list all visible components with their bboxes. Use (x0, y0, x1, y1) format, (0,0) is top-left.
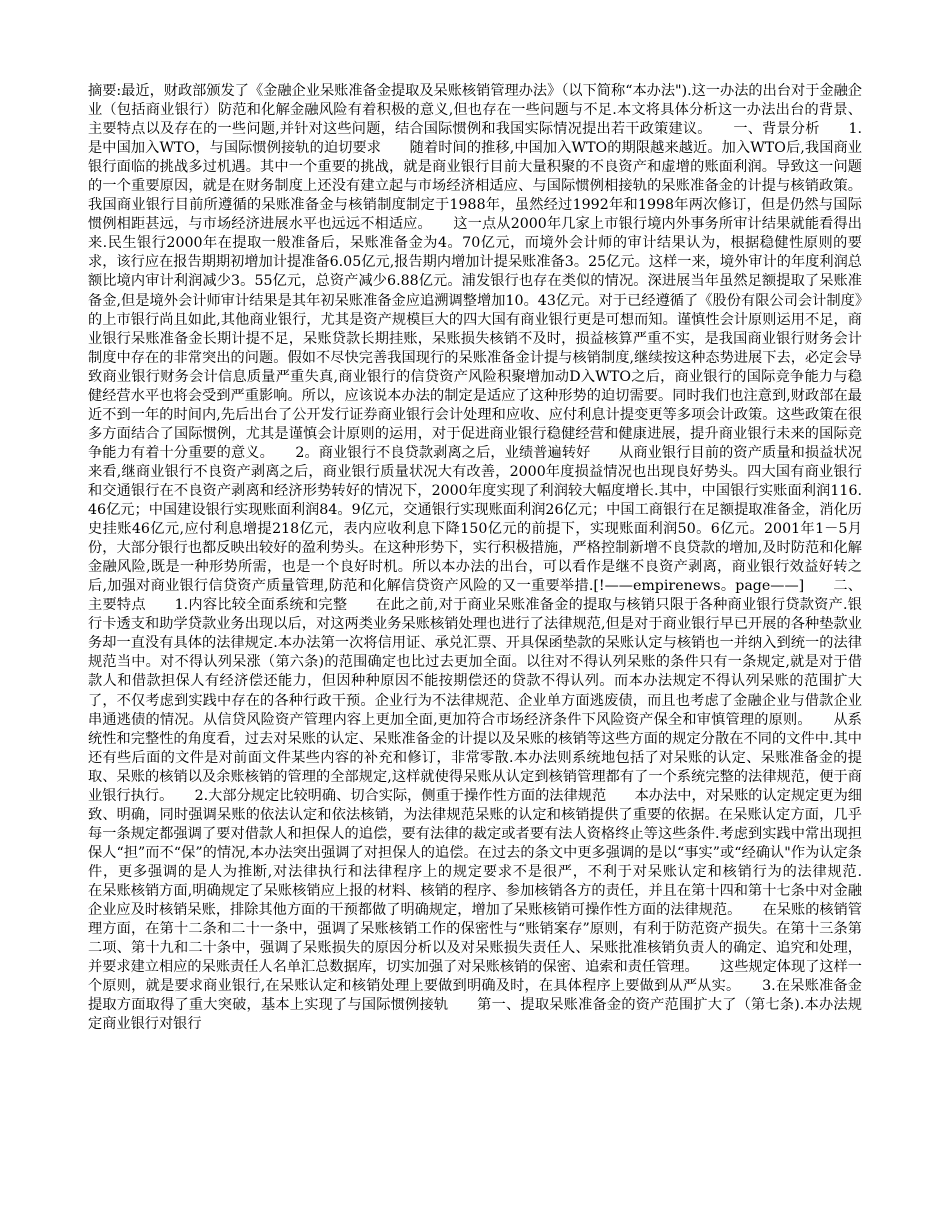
document-body-text: 摘要:最近，财政部颁发了《金融企业呆账准备金提取及呆账核销管理办法》（以下简称“本办法").这一办法的出台对于金融企业（包括商业银行）防范和化解金融风险有着积极的意义,但也存在一些问题与不足.本文将具体分析这一办法出台的背景、主要特点以及存在的一些问题,并针对这些问题，结合国际惯例和我国实际情况提出若干政策建议。 一、背景分析 1.是中国加入WTO，与国际惯例接轨的迫切要求 随着时间的推移,中国加入WTO的期限越来越近。加入WTO后,我国商业银行面临的挑战多过机遇。其中一个重要的挑战，就是商业银行目前大量积聚的不良资产和虚增的账面利润。导致这一问题的一个重要原因，就是在财务制度上还没有建立起与市场经济相适应、与国际惯例相接轨的呆账准备金的计提与核销政策。我国商业银行目前所遵循的呆账准备金与核销制度制定于1988年，虽然经过1992年和1998年两次修订，但是仍然与国际惯例相距甚远，与市场经济进展水平也远远不相适应。 这一点从2000年几家上市银行境内外事务所审计结果就能看得出来.民生银行2000年在提取一般准备后，呆账准备金为4。70亿元，而境外会计师的审计结果认为，根据稳健性原则的要求，该行应在报告期期初增加计提准备6.05亿元,报告期内增加计提呆账准备3。25亿元。这样一来，境外审计的年度利润总额比境内审计利润减少3。55亿元，总资产减少6.88亿元。浦发银行也存在类似的情况。深进展当年虽然足额提取了呆账准备金,但是境外会计师审计结果是其年初呆账准备金应追溯调整增加10。43亿元。对于已经遵循了《股份有限公司会计制度》的上市银行尚且如此,其他商业银行，尤其是资产规模巨大的四大国有商业银行更是可想而知。谨慎性会计原则运用不足，商业银行呆账准备金长期计提不足，呆账贷款长期挂账，呆账损失核销不及时，损益核算严重不实，是我国商业银行财务会计制度中存在的非常突出的问题。假如不尽快完善我国现行的呆账准备金计提与核销制度,继续按这种态势进展下去，必定会导致商业银行财务会计信息质量严重失真,商业银行的信贷资产风险积聚增加动D入WTO之后，商业银行的国际竞争能力与稳健经营水平也将会受到严重影响。所以，应该说本办法的制定是适应了这种形势的迫切需要。同时我们也注意到,财政部在最近不到一年的时间内,先后出台了公开发行证券商业银行会计处理和应收、应付利息计提变更等多项会计政策。这些政策在很多方面结合了国际惯例，尤其是谨慎会计原则的运用，对于促进商业银行稳健经营和健康进展，提升商业银行未来的国际竞争能力有着十分重要的意义。 2。商业银行不良贷款剥离之后，业绩普遍转好 从商业银行目前的资产质量和损益状况来看,继商业银行不良资产剥离之后，商业银行质量状况大有改善，2000年度损益情况也出现良好势头。四大国有商业银行和交通银行在不良资产剥离和经济形势转好的情况下，2000年度实现了利润较大幅度增长.其中，中国银行实账面利润116.46亿元；中国建设银行实现账面利润84。9亿元，交通银行实现账面利润26亿元；中国工商银行在足额提取准备金，消化历史挂账46亿元,应付利息增提218亿元，表内应收利息下降150亿元的前提下，实现账面利润50。6亿元。2001年1－5月份，大部分银行也都反映出较好的盈利势头。在这种形势下，实行积极措施，严格控制新增不良贷款的增加,及时防范和化解金融风险,既是一种形势所需，也是一个良好时机。所以本办法的出台，可以看作是继不良资产剥离，商业银行效益好转之后,加强对商业银行信贷资产质量管理,防范和化解信贷资产风险的又一重要举措.[!——empirenews。page——] 二、主要特点 1.内容比较全面系统和完整 在此之前,对于商业呆账准备金的提取与核销只限于各种商业银行贷款资产.银行卡透支和助学贷款业务出现以后，对这两类业务呆账核销处理也进行了法律规范,但是对于商业银行早已开展的各种垫款业务却一直没有具体的法律规定.本办法第一次将信用证、承兑汇票、开具保函垫款的呆账认定与核销也一并纳入到统一的法律规范当中。对不得认列呆涨（第六条)的范围确定也比过去更加全面。以往对不得认列呆账的条件只有一条规定,就是对于借款人和借款担保人有经济偿还能力，但因种种原因不能按期偿还的贷款不得认列。而本办法规定不得认列呆账的范围扩大了，不仅考虑到实践中存在的各种行政干预。企业行为不法律规范、企业单方面逃废债，而且也考虑了金融企业与借款企业串通逃债的情况。从信贷风险资产管理内容上更加全面,更加符合市场经济条件下风险资产保全和审慎管理的原则。 从系统性和完整性的角度看，过去对呆账的认定、呆账准备金的计提以及呆账的核销等这些方面的规定分散在不同的文件中.其中还有些后面的文件是对前面文件某些内容的补充和修订，非常零散.本办法则系统地包括了对呆账的认定、呆账准备金的提取、呆账的核销以及余账核销的管理的全部规定,这样就使得呆账从认定到核销管理都有了一个系统完整的法律规范，便于商业银行执行。 2.大部分规定比较明确、切合实际，侧重于操作性方面的法律规范 本办法中，对呆账的认定规定更为细致、明确，同时强调呆账的依法认定和依法核销，为法律规范呆账的认定和核销提供了重要的依据。在呆账认定方面，几乎每一条规定都强调了要对借款人和担保人的追偿，要有法律的裁定或者要有法人资格终止等这些条件.考虑到实践中常出现担保人“担”而不“保”的情况,本办法突出强调了对担保人的追偿。在过去的条文中更多强调的是以“事实”或“经确认"作为认定条件，更多强调的是人为推断,对法律执行和法律程序上的规定要求不是很严，不利于对呆账认定和核销行为的法律规范. 在呆账核销方面,明确规定了呆账核销应上报的材料、核销的程序、参加核销各方的责任，并且在第十四和第十七条中对金融企业应及时核销呆账，排除其他方面的干预都做了明确规定，增加了呆账核销可操作性方面的法律规范。 在呆账的核销管理方面，在第十二条和二十一条中，强调了呆账核销工作的保密性与“账销案存”原则，有利于防范资产损失。在第十三条第二项、第十九和二十条中，强调了呆账损失的原因分析以及对呆账损失责任人、呆账批准核销负责人的确定、追究和处理，并要求建立相应的呆账责任人名单汇总数据库，切实加强了对呆账核销的保密、追索和责任管理。 这些规定体现了这样一个原则，就是要求商业银行,在呆账认定和核销处理上要做到明确及时，在具体程序上要做到从严从实。 3.在呆账准备金提取方面取得了重大突破，基本上实现了与国际惯例接轨 第一、提取呆账准备金的资产范围扩大了（第七条).本办法规定商业银行对银行 (88, 83, 891, 1033)
